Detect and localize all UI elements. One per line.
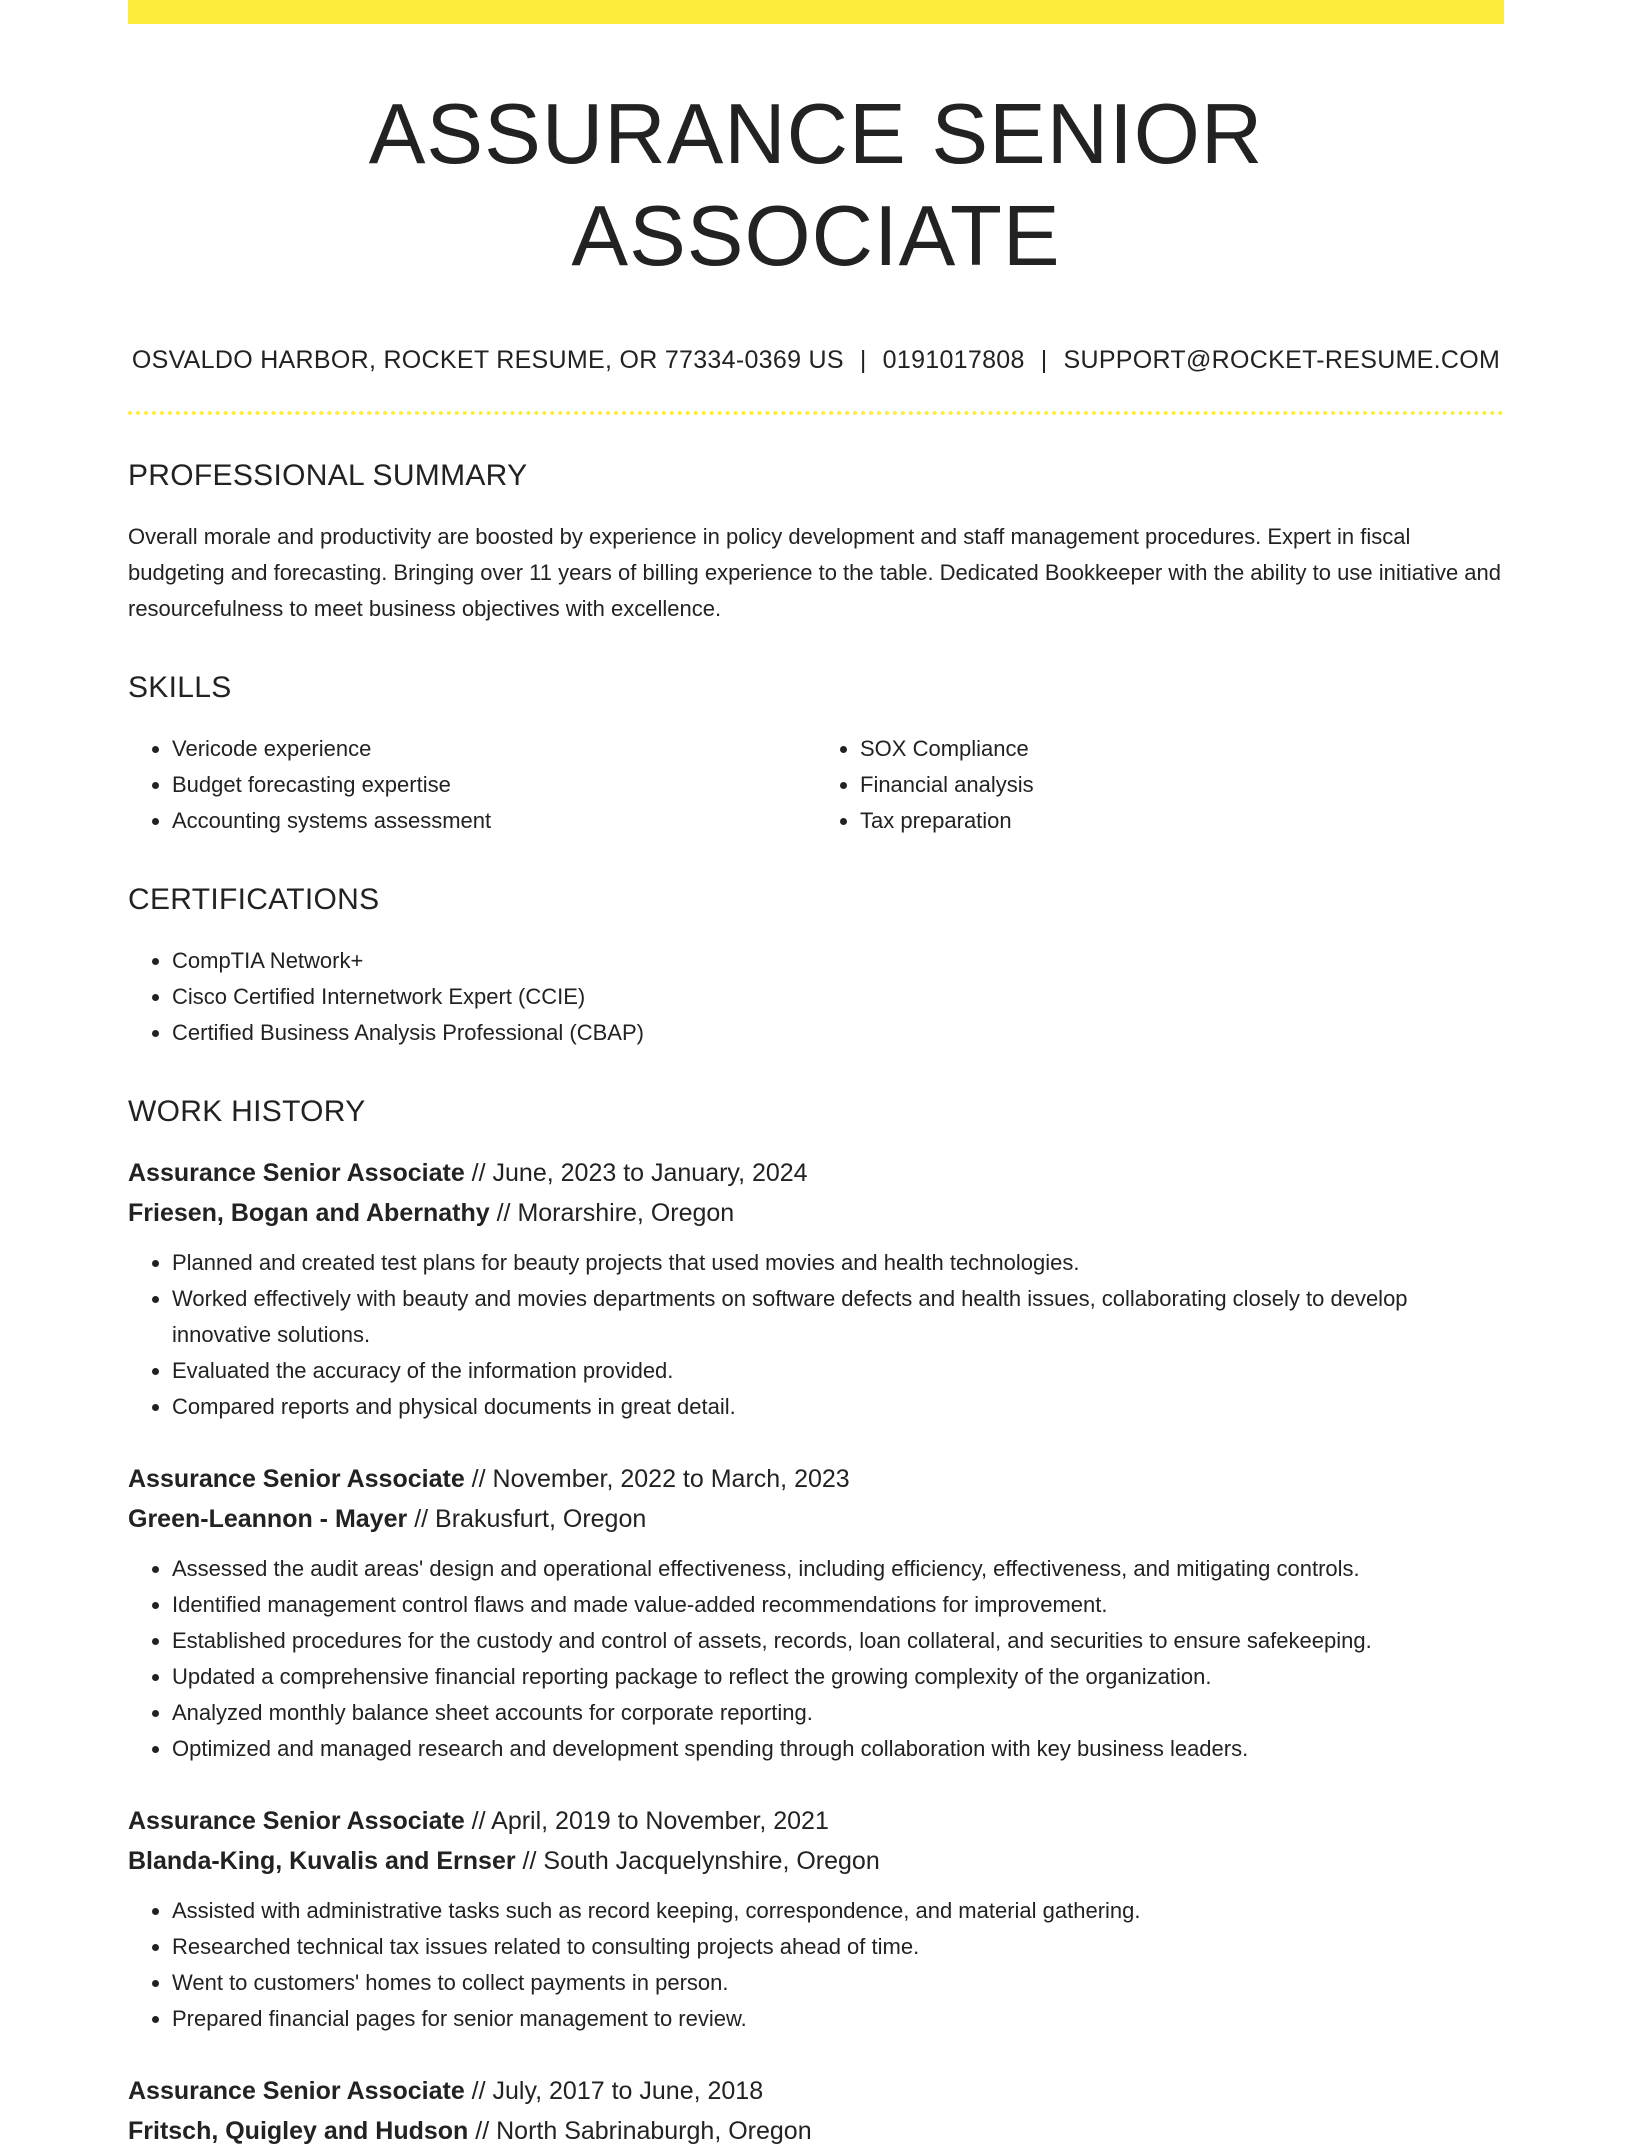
resume-page [128,0,1504,2151]
job-divider: // [471,1807,486,1835]
job-dates: November, 2022 to March, 2023 [492,1465,850,1493]
job-divider: // [414,1505,429,1533]
job-bullet: • Identified management control flaws and made value-added recommendations for improvement. [172,1587,1504,1623]
job-bullets [128,1245,1504,1425]
job-company-line [128,2111,1504,2151]
job-role-line [128,1153,1504,1193]
job-divider: // [471,2077,486,2105]
job-role: Assurance Senior Associate [128,1807,465,1835]
job-role: Assurance Senior Associate [128,1159,465,1187]
job-bullet: • Optimized and managed research and development spending through collaboration with key business leaders. [172,1731,1504,1767]
job-company-line [128,1841,1504,1881]
skills-grid [128,705,1504,839]
job-bullet: • Researched technical tax issues related to consulting projects ahead of time. [172,1929,1504,1965]
job-divider: // [471,1159,486,1187]
job-divider: // [475,2117,490,2145]
job-bullet: • Updated a comprehensive financial reporting package to reflect the growing complexity of the organization. [172,1659,1504,1695]
work-history-heading: WORK HISTORY [128,1095,366,1128]
job-company-line [128,1499,1504,1539]
job-bullet: • Analyzed monthly balance sheet accounts for corporate reporting. [172,1695,1504,1731]
job-bullet: • Planned and created test plans for beauty projects that used movies and health technologies. [172,1245,1504,1281]
job-bullet: • Prepared financial pages for senior management to review. [172,2001,1504,2037]
contact-email[interactable]: SUPPORT@ROCKET-RESUME.COM [1063,346,1501,374]
summary-heading: PROFESSIONAL SUMMARY [128,459,528,492]
skills-list-right [816,731,1504,839]
job-company: Blanda-King, Kuvalis and Ernser [128,1847,516,1875]
skills-heading: SKILLS [128,671,232,704]
certification-item: • Cisco Certified Internetwork Expert (CCIE) [172,979,1504,1015]
skill-item: • Accounting systems assessment [172,803,816,839]
job-divider: // [522,1847,537,1875]
contact-line [128,346,1504,375]
job-bullet: • Went to customers' homes to collect payments in person. [172,1965,1504,2001]
job-bullet: • Established procedures for the custody and control of assets, records, loan collateral, and securities to ensure safekeeping. [172,1623,1504,1659]
job-company-line [128,1193,1504,1233]
job-bullets [128,1551,1504,1767]
skill-item: • Vericode experience [172,731,816,767]
contact-separator: | [1040,346,1048,374]
job-dates: April, 2019 to November, 2021 [491,1807,829,1835]
job-company: Green-Leannon - Mayer [128,1505,408,1533]
job-entry [128,1459,1504,1767]
contact-separator: | [859,346,867,374]
skill-item: • Tax preparation [860,803,1504,839]
job-role: Assurance Senior Associate [128,2077,465,2105]
job-location: Brakusfurt, Oregon [435,1505,647,1533]
skill-item: • Financial analysis [860,767,1504,803]
header-divider [128,411,1504,415]
job-bullet: • Worked effectively with beauty and movies departments on software defects and health issues, collaborating closely to develop innovative solutions. [172,1281,1504,1353]
certifications-heading: CERTIFICATIONS [128,883,380,916]
job-role-line [128,1801,1504,1841]
job-entry [128,1801,1504,2037]
job-entry [128,2071,1504,2151]
certifications-list [128,943,1504,1051]
summary-text: Overall morale and productivity are boosted by experience in policy development and staff management procedures. Expert in fiscal budgeting and forecasting. Bringing over 11 years of billing experience to the table. Dedicated Bookkeeper with the ability to use initiative and resourcefulness to meet business objectives with excellence. [128,524,1502,621]
job-dates: July, 2017 to June, 2018 [492,2077,764,2105]
job-location: Morarshire, Oregon [517,1199,735,1227]
top-accent-bar [128,0,1504,24]
job-bullet: • Assessed the audit areas' design and operational effectiveness, including efficiency, effectiveness, and mitigating controls. [172,1551,1504,1587]
skill-item: • SOX Compliance [860,731,1504,767]
job-company: Fritsch, Quigley and Hudson [128,2117,469,2145]
job-dates: June, 2023 to January, 2024 [492,1159,808,1187]
job-bullets [128,1893,1504,2037]
certification-item: • CompTIA Network+ [172,943,1504,979]
resume-title: ASSURANCE SENIOR ASSOCIATE [368,87,1264,284]
job-location: South Jacquelynshire, Oregon [543,1847,880,1875]
job-bullet: • Assisted with administrative tasks such as record keeping, correspondence, and material gathering. [172,1893,1504,1929]
job-divider: // [496,1199,511,1227]
job-divider: // [471,1465,486,1493]
skill-item: • Budget forecasting expertise [172,767,816,803]
job-bullet: • Evaluated the accuracy of the information provided. [172,1353,1504,1389]
job-role-line [128,2071,1504,2111]
skills-list-left [128,731,816,839]
job-role: Assurance Senior Associate [128,1465,465,1493]
contact-phone: 0191017808 [882,346,1025,374]
certification-item: • Certified Business Analysis Professional (CBAP) [172,1015,1504,1051]
job-location: North Sabrinaburgh, Oregon [496,2117,812,2145]
contact-address: OSVALDO HARBOR, ROCKET RESUME, OR 77334-0369 US [131,346,844,374]
job-bullet: • Compared reports and physical documents in great detail. [172,1389,1504,1425]
job-entry [128,1153,1504,1425]
job-company: Friesen, Bogan and Abernathy [128,1199,490,1227]
job-role-line [128,1459,1504,1499]
